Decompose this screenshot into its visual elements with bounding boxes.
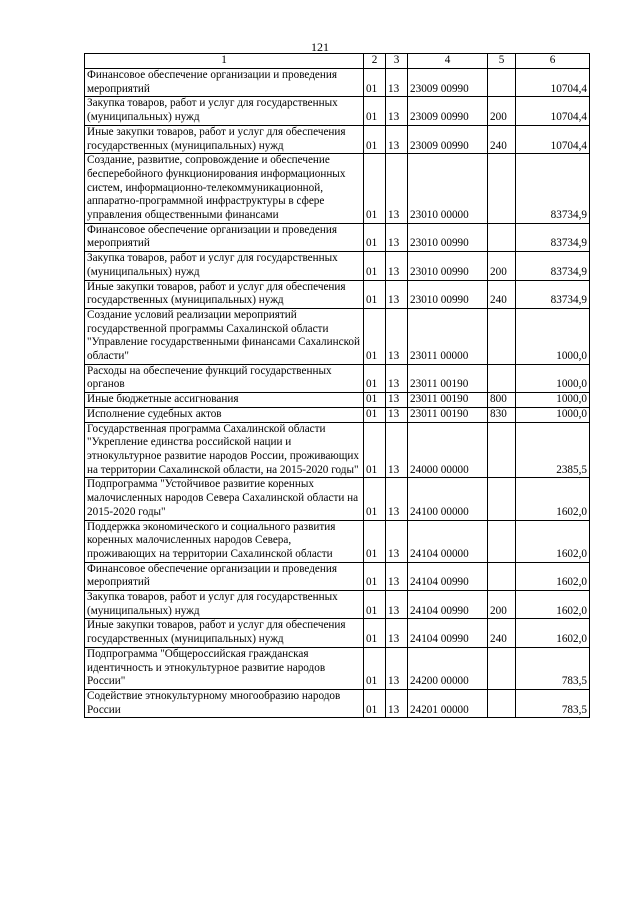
row-subsection: 13 [386,393,408,408]
row-section: 01 [364,562,386,590]
row-target-article: 23011 00190 [408,393,488,408]
row-name: Государственная программа Сахалинской области "Укрепление единства российской нации и этнокультурное развитие народов России, проживающих на территории Сахалинской области, на 2015-2020 годы" [85,422,364,478]
row-subsection: 13 [386,520,408,562]
table-row [85,97,590,125]
row-section: 01 [364,689,386,717]
table-row [85,562,590,590]
table-row [85,223,590,251]
row-amount: 783,5 [516,647,590,689]
row-expense-type: 200 [488,97,516,125]
row-amount: 10704,4 [516,97,590,125]
row-amount: 1000,0 [516,364,590,392]
row-amount: 1602,0 [516,478,590,520]
header-col-2: 2 [364,54,386,69]
row-section: 01 [364,69,386,97]
row-amount: 10704,4 [516,69,590,97]
row-expense-type [488,422,516,478]
row-expense-type: 830 [488,407,516,422]
row-subsection: 13 [386,562,408,590]
row-target-article: 24104 00000 [408,520,488,562]
row-subsection: 13 [386,154,408,224]
table-row [85,520,590,562]
row-name: Иные закупки товаров, работ и услуг для обеспечения государственных (муниципальных) нужд [85,280,364,308]
row-amount: 1000,0 [516,393,590,408]
row-amount: 83734,9 [516,154,590,224]
table-row [85,407,590,422]
row-expense-type [488,308,516,364]
row-amount: 783,5 [516,689,590,717]
row-expense-type [488,562,516,590]
row-amount: 83734,9 [516,280,590,308]
row-expense-type: 240 [488,280,516,308]
row-subsection: 13 [386,308,408,364]
row-subsection: 13 [386,125,408,153]
row-name: Закупка товаров, работ и услуг для государственных (муниципальных) нужд [85,252,364,280]
row-subsection: 13 [386,478,408,520]
row-expense-type [488,223,516,251]
table-row [85,591,590,619]
row-target-article: 24104 00990 [408,562,488,590]
row-section: 01 [364,619,386,647]
row-section: 01 [364,97,386,125]
row-name: Исполнение судебных актов [85,407,364,422]
row-amount: 1000,0 [516,407,590,422]
row-section: 01 [364,478,386,520]
row-expense-type: 200 [488,252,516,280]
row-subsection: 13 [386,619,408,647]
row-section: 01 [364,422,386,478]
row-target-article: 23010 00990 [408,223,488,251]
row-expense-type: 240 [488,125,516,153]
header-col-4: 4 [408,54,488,69]
row-target-article: 24100 00000 [408,478,488,520]
page-number: 121 [311,40,329,54]
table-row [85,154,590,224]
header-row [85,54,590,69]
row-expense-type [488,364,516,392]
row-subsection: 13 [386,689,408,717]
row-section: 01 [364,520,386,562]
row-expense-type [488,689,516,717]
row-amount: 1602,0 [516,591,590,619]
row-amount: 2385,5 [516,422,590,478]
row-target-article: 23010 00000 [408,154,488,224]
row-name: Иные бюджетные ассигнования [85,393,364,408]
row-subsection: 13 [386,407,408,422]
row-section: 01 [364,364,386,392]
table-row [85,280,590,308]
row-target-article: 23010 00990 [408,280,488,308]
row-section: 01 [364,407,386,422]
row-name: Иные закупки товаров, работ и услуг для обеспечения государственных (муниципальных) нужд [85,125,364,153]
row-amount: 1000,0 [516,308,590,364]
row-target-article: 23009 00990 [408,69,488,97]
row-section: 01 [364,393,386,408]
row-name: Финансовое обеспечение организации и проведения мероприятий [85,562,364,590]
table-row [85,619,590,647]
row-subsection: 13 [386,422,408,478]
row-name: Подпрограмма "Устойчивое развитие коренных малочисленных народов Севера Сахалинской области на 2015-2020 годы" [85,478,364,520]
row-name: Закупка товаров, работ и услуг для государственных (муниципальных) нужд [85,97,364,125]
row-section: 01 [364,280,386,308]
row-target-article: 23010 00990 [408,252,488,280]
row-section: 01 [364,252,386,280]
table-body [85,69,590,718]
row-target-article: 24104 00990 [408,591,488,619]
row-subsection: 13 [386,223,408,251]
row-amount: 1602,0 [516,562,590,590]
table-row [85,364,590,392]
table-row [85,689,590,717]
table-row [85,393,590,408]
row-subsection: 13 [386,69,408,97]
row-amount: 83734,9 [516,252,590,280]
header-col-1: 1 [85,54,364,69]
row-target-article: 23009 00990 [408,97,488,125]
row-name: Финансовое обеспечение организации и проведения мероприятий [85,223,364,251]
header-col-5: 5 [488,54,516,69]
row-name: Подпрограмма "Общероссийская гражданская идентичность и этнокультурное развитие народов России" [85,647,364,689]
row-name: Создание, развитие, сопровождение и обеспечение бесперебойного функционирования информационных систем, информационно-телекоммуникационной, аппаратно-программной инфраструктуры в сфере управления общественными финансами [85,154,364,224]
row-amount: 1602,0 [516,619,590,647]
row-subsection: 13 [386,252,408,280]
table-row [85,69,590,97]
row-expense-type: 200 [488,591,516,619]
row-amount: 1602,0 [516,520,590,562]
row-target-article: 24201 00000 [408,689,488,717]
row-target-article: 23011 00190 [408,364,488,392]
table-row [85,125,590,153]
row-section: 01 [364,125,386,153]
row-target-article: 23011 00190 [408,407,488,422]
header-col-3: 3 [386,54,408,69]
row-expense-type: 800 [488,393,516,408]
row-expense-type [488,69,516,97]
row-name: Финансовое обеспечение организации и проведения мероприятий [85,69,364,97]
row-name: Закупка товаров, работ и услуг для государственных (муниципальных) нужд [85,591,364,619]
row-subsection: 13 [386,97,408,125]
table-row [85,422,590,478]
row-target-article: 23011 00000 [408,308,488,364]
row-subsection: 13 [386,364,408,392]
row-name: Создание условий реализации мероприятий государственной программы Сахалинской области "Управление государственными финансами Сахалинской области" [85,308,364,364]
row-expense-type: 240 [488,619,516,647]
row-target-article: 23009 00990 [408,125,488,153]
row-section: 01 [364,223,386,251]
row-name: Расходы на обеспечение функций государственных органов [85,364,364,392]
row-section: 01 [364,154,386,224]
table-row [85,647,590,689]
row-amount: 10704,4 [516,125,590,153]
row-target-article: 24104 00990 [408,619,488,647]
table-row [85,252,590,280]
table-row [85,308,590,364]
row-expense-type [488,478,516,520]
row-target-article: 24200 00000 [408,647,488,689]
row-subsection: 13 [386,280,408,308]
row-section: 01 [364,591,386,619]
row-expense-type [488,520,516,562]
row-subsection: 13 [386,591,408,619]
row-target-article: 24000 00000 [408,422,488,478]
budget-table [84,53,590,718]
row-section: 01 [364,647,386,689]
header-col-6: 6 [516,54,590,69]
row-section: 01 [364,308,386,364]
row-name: Поддержка экономического и социального развития коренных малочисленных народов Севера, проживающих на территории Сахалинской области [85,520,364,562]
row-amount: 83734,9 [516,223,590,251]
row-expense-type [488,154,516,224]
table-row [85,478,590,520]
row-subsection: 13 [386,647,408,689]
row-name: Иные закупки товаров, работ и услуг для обеспечения государственных (муниципальных) нужд [85,619,364,647]
row-name: Содействие этнокультурному многообразию народов России [85,689,364,717]
row-expense-type [488,647,516,689]
